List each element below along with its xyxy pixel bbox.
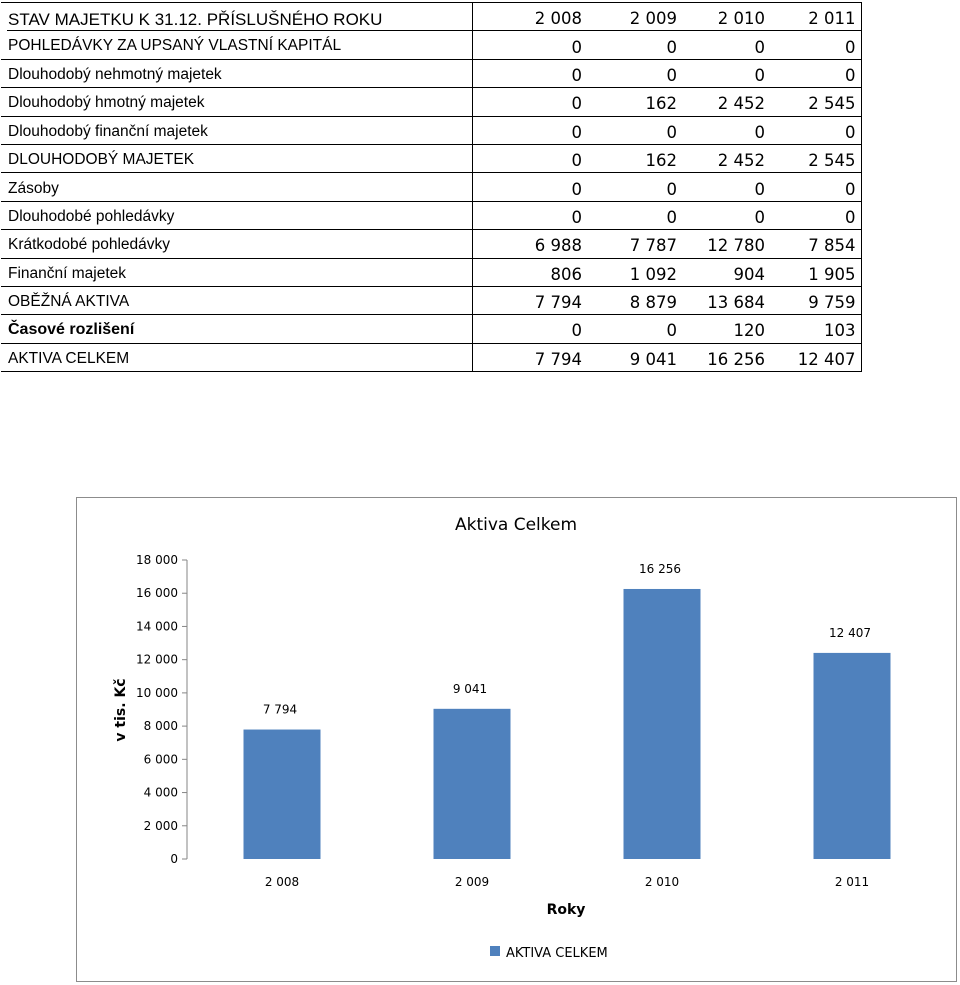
row-value: 0 (587, 315, 682, 343)
row-value: 2 452 (682, 88, 770, 116)
table-row (1, 315, 861, 343)
year-header: 2 009 (587, 3, 682, 31)
table-row (1, 88, 861, 116)
year-header: 2 008 (472, 3, 587, 31)
row-value: 0 (682, 59, 770, 87)
y-tick-label: 8 000 (143, 719, 178, 734)
row-value: 7 794 (472, 286, 587, 314)
row-value: 0 (472, 59, 587, 87)
x-tick-label: 2 009 (454, 875, 490, 889)
row-value: 6 988 (472, 230, 587, 258)
row-value: 0 (587, 116, 682, 144)
row-value: 8 879 (587, 286, 682, 314)
y-tick-label: 4 000 (143, 785, 178, 800)
row-value: 0 (770, 59, 861, 87)
row-value: 162 (587, 144, 682, 172)
table-row (1, 343, 861, 371)
row-value: 2 452 (682, 144, 770, 172)
row-value: 0 (587, 59, 682, 87)
row-label: Krátkodobé pohledávky (1, 230, 472, 258)
row-value: 12 780 (682, 230, 770, 258)
y-tick-label: 6 000 (143, 752, 178, 767)
x-tick-label: 2 008 (264, 875, 300, 889)
row-value: 1 905 (770, 258, 861, 286)
table-row (1, 31, 861, 59)
row-value: 7 794 (472, 343, 587, 371)
y-tick-label: 12 000 (136, 652, 178, 667)
row-value: 0 (472, 31, 587, 59)
chart-frame (76, 497, 957, 982)
row-value: 0 (770, 116, 861, 144)
row-value: 0 (682, 201, 770, 229)
table-header-row (1, 3, 861, 31)
asset-table (1, 2, 862, 372)
row-value: 0 (472, 315, 587, 343)
row-label: DLOUHODOBÝ MAJETEK (1, 144, 472, 172)
row-value: 103 (770, 315, 861, 343)
row-value: 16 256 (682, 343, 770, 371)
y-tick-label: 18 000 (136, 553, 178, 567)
y-tick-label: 14 000 (136, 619, 178, 634)
row-label: AKTIVA CELKEM (1, 343, 472, 371)
legend-swatch (490, 946, 500, 956)
row-value: 12 407 (770, 343, 861, 371)
y-axis (136, 553, 187, 866)
row-label: Finanční majetek (1, 258, 472, 286)
row-value: 7 787 (587, 230, 682, 258)
row-value: 0 (770, 31, 861, 59)
table-header-label: STAV MAJETKU K 31.12. PŘÍSLUŠNÉHO ROKU (1, 3, 472, 31)
table-row (1, 116, 861, 144)
year-header: 2 010 (682, 3, 770, 31)
row-value: 9 759 (770, 286, 861, 314)
row-value: 2 545 (770, 88, 861, 116)
row-value: 0 (682, 31, 770, 59)
row-value: 0 (472, 88, 587, 116)
table-body (1, 3, 861, 372)
legend (490, 946, 608, 961)
data-label: 16 256 (639, 561, 681, 576)
table-row (1, 258, 861, 286)
y-tick-label: 10 000 (136, 685, 178, 700)
y-axis-title: v tis. Kč (113, 678, 129, 742)
bar (244, 730, 321, 859)
year-header: 2 011 (770, 3, 861, 31)
row-value: 2 545 (770, 144, 861, 172)
row-value: 0 (472, 201, 587, 229)
row-value: 120 (682, 315, 770, 343)
row-value: 0 (587, 173, 682, 201)
row-value: 806 (472, 258, 587, 286)
row-label: POHLEDÁVKY ZA UPSANÝ VLASTNÍ KAPITÁL (1, 31, 472, 59)
bar-chart (77, 498, 956, 981)
x-tick-label: 2 011 (834, 875, 870, 889)
bar (624, 589, 701, 859)
data-label: 7 794 (262, 702, 298, 717)
row-value: 0 (587, 31, 682, 59)
bar (814, 653, 891, 859)
data-label: 9 041 (452, 681, 488, 696)
row-value: 7 854 (770, 230, 861, 258)
row-value: 9 041 (587, 343, 682, 371)
row-value: 0 (472, 116, 587, 144)
row-label: Zásoby (1, 173, 472, 201)
row-label: Časové rozlišení (1, 315, 472, 343)
row-label: Dlouhodobý hmotný majetek (1, 88, 472, 116)
y-tick-label: 0 (170, 852, 178, 866)
row-label: Dlouhodobé pohledávky (1, 201, 472, 229)
row-label: Dlouhodobý nehmotný majetek (1, 59, 472, 87)
row-value: 0 (472, 173, 587, 201)
row-value: 0 (770, 173, 861, 201)
row-value: 904 (682, 258, 770, 286)
x-axis-title: Roky (546, 902, 586, 918)
legend-label: AKTIVA CELKEM (506, 946, 608, 961)
table-row (1, 173, 861, 201)
row-value: 0 (682, 116, 770, 144)
y-tick-label: 2 000 (143, 818, 178, 833)
table-row (1, 201, 861, 229)
row-label: Dlouhodobý finanční majetek (1, 116, 472, 144)
table-row (1, 230, 861, 258)
row-value: 0 (770, 201, 861, 229)
bar (434, 709, 511, 859)
table-row (1, 59, 861, 87)
row-value: 13 684 (682, 286, 770, 314)
row-value: 162 (587, 88, 682, 116)
data-label: 12 407 (829, 625, 871, 640)
chart-title: Aktiva Celkem (454, 515, 578, 535)
row-value: 0 (682, 173, 770, 201)
bar-series (244, 562, 891, 859)
table-row (1, 286, 861, 314)
row-value: 1 092 (587, 258, 682, 286)
x-axis (265, 875, 869, 889)
table-row (1, 144, 861, 172)
row-value: 0 (472, 144, 587, 172)
row-label: OBĚŽNÁ AKTIVA (1, 286, 472, 314)
x-tick-label: 2 010 (644, 875, 680, 889)
y-tick-label: 16 000 (136, 586, 178, 601)
row-value: 0 (587, 201, 682, 229)
